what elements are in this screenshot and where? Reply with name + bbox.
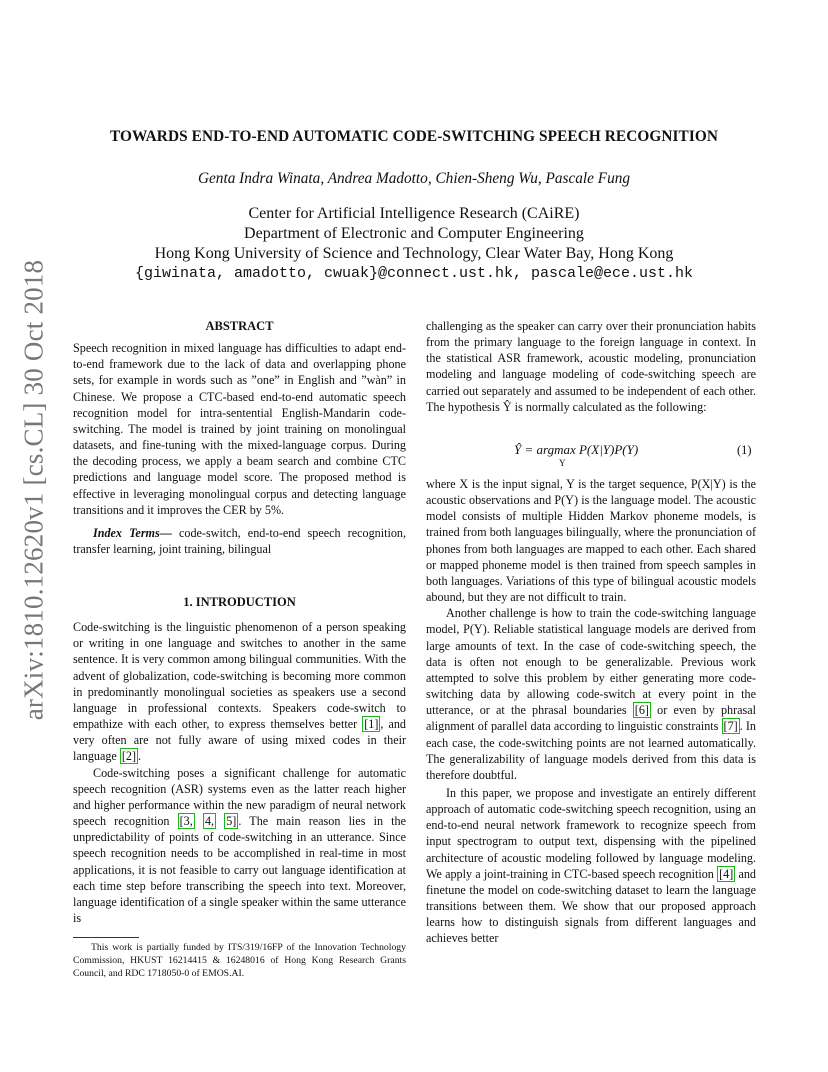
introduction-section — [73, 594, 406, 926]
citation-link[interactable]: [2] — [121, 749, 137, 764]
intro-paragraph-1: Code-switching is the linguistic phenomenon of a person speaking or writing in one language and switches to another in the same sentence. It is very common among bilingual communities. With the advent of globalization, code-switching is becoming more common in predominantly monolingual societies as speakers use a second language in professional contexts. Speakers code-switch to empathize with each other, to express themselves better [1] , and very often are not fully aware of using mixed codes in their language [2] . — [73, 620, 406, 764]
abstract-text: Speech recognition in mixed language has difficulties to adapt end-to-end framework due to the lack of data and overlapping phone sets, for example in words such as ”one” in English and ”wàn” in Chinese. We propose a CTC-based end-to-end automatic speech recognition model for intra-sentential English-Mandarin code-switching. The model is trained by joint training on monolingual datasets, and fine-tuning with the mixed-language corpus. During the decoding process, we apply a beam search and combine CTC predictions and language model score. The proposed method is effective in leveraging monolingual corpus and detecting language transitions and it improves the CER by 5%. — [73, 341, 406, 517]
right-paragraph-4: In this paper, we propose and investigate an entirely different approach of automatic code-switching speech recognition, using an end-to-end neural network framework to recognize speech from input spectrogram to output text, dispensing with the pipelined architecture of acoustic modeling followed by language modeling. We apply a joint-training in CTC-based speech recognition [4] and finetune the model on code-switching dataset to learn the language transitions between them. We show that our proposed approach learns how to distinguish signals from different languages and achieves better — [426, 785, 756, 946]
citation-link[interactable]: [6] — [634, 703, 649, 718]
citation-link[interactable]: [7] — [723, 719, 738, 734]
author-emails: {giwinata, amadotto, cwuak}@connect.ust.hk, pascale@ece.ust.hk — [134, 265, 694, 282]
abstract-heading: ABSTRACT — [205, 319, 274, 333]
paper-authors: Genta Indra Winata, Andrea Madotto, Chien-Sheng Wu, Pascale Fung — [197, 170, 631, 187]
citation-link[interactable]: [3, — [179, 814, 193, 829]
citation-link[interactable]: 4, — [204, 814, 215, 829]
arxiv-sidebar — [14, 259, 54, 721]
index-terms — [73, 525, 406, 557]
equation-1 — [514, 442, 638, 458]
paper-title: TOWARDS END-TO-END AUTOMATIC CODE-SWITCHING SPEECH RECOGNITION — [109, 128, 719, 145]
right-column-body — [426, 476, 756, 947]
equation-number: (1) — [737, 443, 752, 457]
affiliation-line-3: Hong Kong University of Science and Technology, Clear Water Bay, Hong Kong — [154, 245, 674, 262]
citation-link[interactable]: 5] — [226, 814, 237, 829]
affiliation-line-2: Department of Electronic and Computer Engineering — [244, 225, 584, 242]
index-terms-list: code-switch, end-to-end speech recognition, transfer learning, joint training, bilingual — [73, 525, 407, 557]
equation-subscript: Y — [559, 458, 566, 468]
arxiv-identifier: arXiv:1810.12620v1 [cs.CL] 30 Oct 2018 — [18, 259, 49, 721]
abstract-section — [73, 318, 406, 557]
introduction-heading: 1. INTRODUCTION — [183, 595, 296, 609]
citation-link[interactable]: [1] — [364, 717, 379, 732]
equation-body: Ŷ = argmax P(X|Y)P(Y) — [514, 442, 639, 457]
funding-footnote: This work is partially funded by ITS/319/16FP of the Innovation Technology Commission, HKUST 16214415 & 16248016 of Hong Kong Research Grants Council, and RDC 1718050-0 of EMOS.AI. — [73, 942, 406, 980]
footnote-rule — [73, 937, 139, 938]
right-paragraph-3: Another challenge is how to train the code-switching language model, P(Y). Reliable statistical language models are derived from large amounts of text. In the case of code-switching speech, the data is often not enough to be generalizable. Previous work attempted to solve this problem by either generating more code-switching data by allowing code-switch at every point in the utterance, or at the phrasal boundaries [6] or even by phrasal alignment of parallel data according to linguistic constraints [7] . In each case, the code-switching points are not learned automatically. The generalizability of language models derived from this data is therefore doubtful. — [426, 606, 757, 782]
right-paragraph-1: challenging as the speaker can carry over their pronunciation habits from the primary language to the foreign language in context. In the statistical ASR framework, acoustic modeling, pronunciation modeling and language modeling of code-switching speech are carried out separately and assumed to be independent of each other. The hypothesis Ŷ is normally calculated as the following: — [426, 319, 756, 414]
affiliation-line-1: Center for Artificial Intelligence Research (CAiRE) — [248, 205, 580, 222]
intro-paragraph-2: Code-switching poses a significant challenge for automatic speech recognition (ASR) systems even as the latter reach higher and higher performance within the new paradigm of neural network speech recognition [3, 4, 5] . The main reason lies in the unpredictability of points of code-switching in an utterance. Since speech recognition needs to be accomplished in real-time in most applications, it is not feasible to carry out language identification at each time step before transcribing the speech into text. Moreover, language identification of a single speaker within the same utterance is — [73, 765, 406, 925]
index-terms-label: Index Terms— — [93, 525, 172, 540]
right-paragraph-2: where X is the input signal, Y is the target sequence, P(X|Y) is the acoustic observations and P(Y) is the language model. The acoustic model consists of multiple Hidden Markov phoneme models, is trained from both languages bilingually, where the pronunciation of phones from both languages are mapped to each other. Each shared or mapped phoneme model is then trained from speech samples in both languages. Variations of this type of bilingual acoustic models abound, but they are not difficult to train. — [426, 477, 756, 605]
right-column-top — [426, 318, 756, 415]
citation-link[interactable]: [4] — [719, 866, 734, 881]
